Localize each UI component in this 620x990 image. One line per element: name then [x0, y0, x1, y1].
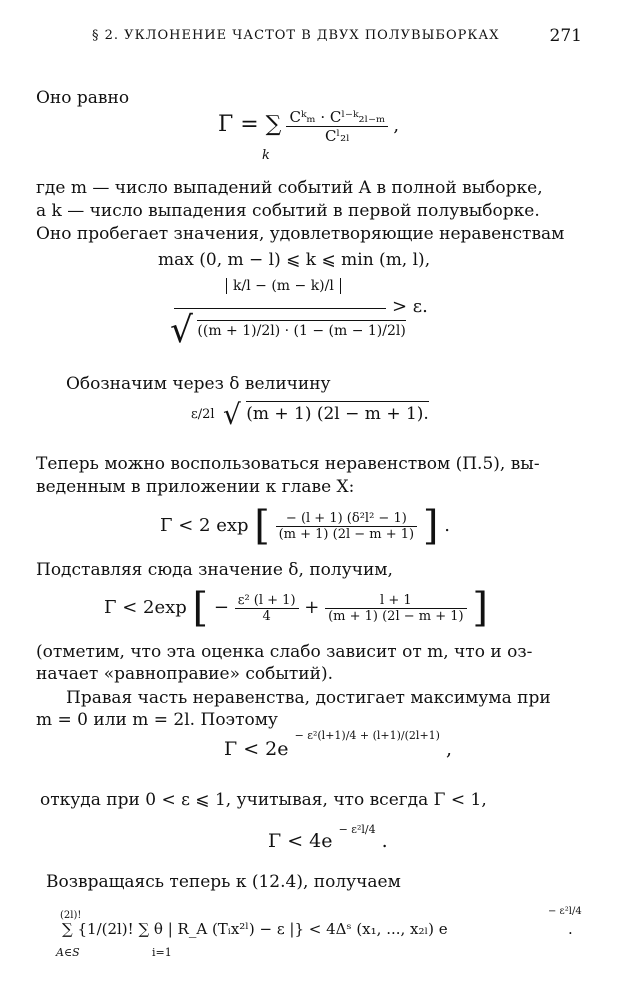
- exponent: − ε²(l+1)/4 + (l+1)/(2l+1): [294, 729, 440, 742]
- formula-lhs: Γ < 2exp: [104, 597, 187, 618]
- abs-numerator: k/l − (m − k)/l: [226, 278, 341, 294]
- formula-fraction: [235, 593, 299, 624]
- formula-denominator: Cˡ₂ₗ: [286, 126, 388, 145]
- section-title: § 2. УКЛОНЕНИЕ ЧАСТОТ В ДВУХ ПОЛУВЫБОРКАХ: [92, 28, 500, 43]
- numerator-term: k/l: [233, 278, 251, 294]
- formula-punct: .: [381, 830, 388, 852]
- page-number: 271: [549, 26, 582, 46]
- formula-denominator: (m + 1) (2l − m + 1): [325, 608, 467, 624]
- paragraph-line: Обозначим через δ величину: [66, 374, 331, 394]
- formula-punct: ,: [446, 738, 453, 760]
- formula-gamma-sum: [218, 108, 399, 168]
- paragraph-line: Подставляя сюда значение δ, получим,: [36, 560, 393, 580]
- formula-numerator: − (l + 1) (δ²l² − 1): [285, 510, 407, 526]
- paragraph-line: начает «равноправие» событий).: [36, 664, 334, 684]
- sum-lower-limit: i=1: [152, 946, 172, 959]
- formula-final-bound: [36, 906, 596, 970]
- paragraph-line: Правая часть неравенства, достигает максимума при: [66, 688, 551, 708]
- sum-index: A∈S: [56, 946, 80, 959]
- paragraph-line: (отметим, что эта оценка слабо зависит от m, что и оз-: [36, 642, 533, 662]
- paragraph-line: откуда при 0 < ε ⩽ 1, учитывая, что всегда Γ < 1,: [40, 790, 487, 810]
- formula-delta: [188, 398, 429, 431]
- formula-fraction: [286, 108, 388, 145]
- radical-denominator: [170, 310, 406, 351]
- coefficient: ε/2l: [191, 407, 215, 422]
- formula-punct: .: [568, 920, 573, 938]
- sqrt-icon: √: [222, 398, 241, 431]
- running-header: [92, 28, 582, 48]
- paragraph-line: где m — число выпадений событий A в полной выборке,: [36, 178, 543, 198]
- radicand: (m + 1) (2l − m + 1).: [246, 401, 429, 424]
- exponent: − ε²l/4: [338, 823, 376, 836]
- formula-gamma-exp-1: [160, 503, 450, 549]
- right-bracket: ]: [472, 585, 488, 631]
- formula-fraction: [276, 511, 418, 542]
- formula-lhs: Γ < 2 exp: [160, 515, 249, 536]
- formula-max-min: max (0, m − l) ⩽ k ⩽ min (m, l),: [158, 250, 431, 270]
- left-bracket: [: [192, 585, 209, 631]
- numerator-term: (m − k)/l: [271, 278, 334, 294]
- formula-punct: ,: [393, 115, 400, 136]
- paragraph-line: Возвращаясь теперь к (12.4), получаем: [46, 872, 401, 892]
- radicand: ((m + 1)/2l) · (1 − (m − 1)/2l): [197, 320, 405, 339]
- fraction-bar: [174, 308, 386, 309]
- formula-lhs: Γ = ∑: [218, 112, 282, 137]
- right-bracket: ]: [422, 503, 439, 549]
- paragraph-line: Оно равно: [36, 88, 130, 108]
- sum-upper-limit: (2l)!: [60, 910, 82, 921]
- formula-numerator: l + 1: [380, 592, 412, 608]
- formula-denominator: 4: [235, 608, 299, 624]
- formula-lhs: Γ < 4e: [268, 830, 333, 852]
- formula-fraction: [188, 407, 218, 422]
- formula-inequality-ratio: [170, 278, 450, 368]
- left-bracket: [: [254, 503, 270, 549]
- formula-body: ∑ {1/(2l)! ∑ θ | R_A (Tᵢx²ˡ) − ε |} < 4Δˢ (x₁, ..., x₂ₗ) e: [62, 920, 448, 938]
- formula-lhs: Γ < 2e: [224, 738, 289, 760]
- formula-numerator: ε² (l + 1): [237, 592, 296, 608]
- paragraph-line: веденным в приложении к главе X:: [36, 477, 355, 497]
- sqrt-icon: √: [170, 310, 193, 351]
- sum-index: k: [262, 148, 270, 163]
- formula-gamma-exp-2: Γ < 2exp [ − $\frac{\text{ε² (l + 1)}}{4}$ + $\frac{l + 1}{(m + 1) (2l - m + 1)}$ ]: [104, 585, 488, 631]
- formula-punct: .: [444, 515, 450, 536]
- paragraph-line: а k — число выпадения событий в первой полувыборке.: [36, 201, 540, 221]
- paragraph-line: m = 0 или m = 2l. Поэтому: [36, 710, 278, 730]
- exponent: − ε²l/4: [548, 906, 582, 917]
- formula-fraction: [325, 593, 467, 624]
- formula-numerator: Cᵏₘ · Cˡ⁻ᵏ₂ₗ₋ₘ: [289, 108, 386, 126]
- formula-denominator: (m + 1) (2l − m + 1): [276, 526, 418, 542]
- paragraph-line: Теперь можно воспользоваться неравенством (П.5), вы-: [36, 454, 540, 474]
- paragraph-line: Оно пробегает значения, удовлетворяющие неравенствам: [36, 224, 565, 244]
- formula-tail: > ε.: [392, 296, 428, 317]
